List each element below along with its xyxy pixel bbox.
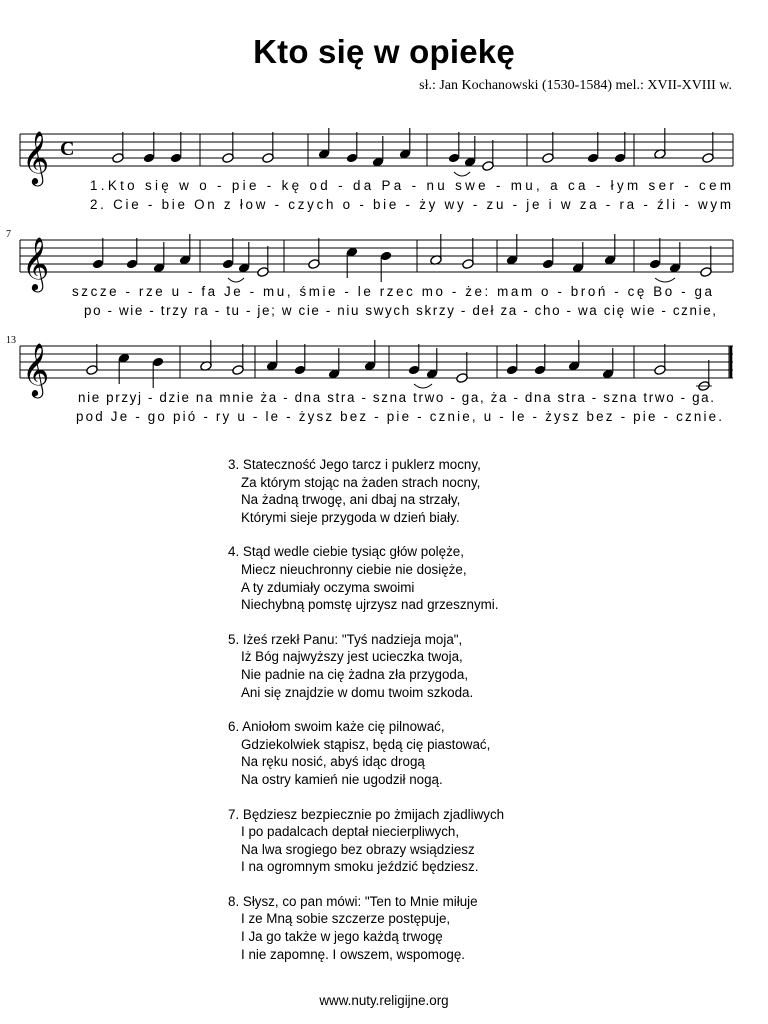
verse-4 bbox=[228, 543, 504, 613]
verse-5 bbox=[228, 631, 504, 701]
verse-line: I Ja go także w jego każdą trwogę bbox=[241, 929, 443, 945]
measure-number: 13 bbox=[6, 335, 16, 346]
verse-line: Za którym stojąc na żaden strach nocny, bbox=[241, 474, 481, 490]
lyrics-line: po - wie - trzy ra - tu - je; w cie - niu swych skrzy - deł za - cho - wa cię wie - cznie, bbox=[84, 303, 717, 318]
staff-system-3 bbox=[6, 335, 733, 398]
measure-number: 7 bbox=[6, 229, 11, 240]
verse-6 bbox=[228, 718, 504, 788]
verse-line: 3. Stateczność Jego tarcz i puklerz mocny, bbox=[228, 457, 481, 472]
verse-line: Miecz nieuchronny ciebie nie dosięże, bbox=[241, 561, 467, 577]
verse-line: 6. Aniołom swoim każe cię pilnować, bbox=[228, 719, 445, 735]
lyrics-line: 2. Cie - bie On z łow - czych o - bie - ży wy - zu - je i w za - ra - źli - wym bbox=[90, 197, 731, 212]
verse-line: I po padalcach deptał niecierpliwych, bbox=[241, 824, 460, 840]
credits: sł.: Jan Kochanowski (1530-1584) mel.: XVII-XVIII w. bbox=[419, 78, 732, 93]
verse-line: Na lwa srogiego bez obrazy wsiądziesz bbox=[241, 841, 475, 857]
slur bbox=[414, 384, 432, 388]
verse-line: I na ogromnym smoku jeździć będziesz. bbox=[241, 859, 479, 875]
verse-line: Nie padnie na cię żadna zła przygoda, bbox=[241, 666, 469, 682]
staff-systems bbox=[6, 128, 733, 398]
page-title: Kto się w opiekę bbox=[253, 33, 515, 70]
verse-line: A ty zdumiały oczyma swoimi bbox=[241, 579, 415, 595]
verse-line: Na ręku nosić, abyś idąc drogą bbox=[241, 754, 425, 770]
verse-line: Na ostry kamień nie ugodził nogą. bbox=[241, 771, 443, 787]
verse-8 bbox=[228, 893, 504, 963]
slur bbox=[228, 278, 244, 282]
verse-line: Niechybną pomstę ujrzysz nad grzesznymi. bbox=[241, 597, 499, 613]
lyrics-line: 1.Kto się w o - pie - kę od - da Pa - nu swe - mu, a ca - łym ser - cem bbox=[90, 178, 731, 193]
lyrics-lines bbox=[72, 178, 731, 424]
verse-line: 4. Stąd wedle ciebie tysiąc głów polęże, bbox=[228, 544, 464, 560]
verse-line: Na żadną trwogę, ani dbaj na strzały, bbox=[241, 492, 461, 508]
verse-3 bbox=[228, 456, 504, 526]
treble-clef-icon: 𝄞 bbox=[22, 130, 50, 184]
time-signature: C bbox=[60, 138, 75, 160]
slur bbox=[454, 172, 470, 176]
verse-line: Ani się znajdzie w domu twoim szkoda. bbox=[241, 684, 474, 700]
verse-line: 8. Słysz, co pan mówi: "Ten to Mnie miłuje bbox=[228, 893, 478, 909]
lyrics-line: szcze - rze u - fa Je - mu, śmie - le rzec mo - że: mam o - broń - cę Bo - ga bbox=[72, 284, 712, 299]
verses bbox=[228, 456, 504, 980]
treble-clef-icon: 𝄞 bbox=[22, 236, 50, 290]
verse-line: 5. Iżeś rzekł Panu: "Tyś nadzieja moja", bbox=[228, 631, 463, 647]
treble-clef-icon: 𝄞 bbox=[22, 342, 50, 396]
verse-line: Iż Bóg najwyższy jest ucieczka twoja, bbox=[241, 649, 463, 665]
music-score bbox=[0, 0, 768, 440]
verse-7 bbox=[228, 806, 504, 876]
verse-line: I ze Mną sobie szczerze postępuje, bbox=[241, 911, 451, 927]
slur bbox=[655, 278, 675, 282]
footer-url[interactable]: www.nuty.religijne.org bbox=[319, 993, 449, 1008]
verse-line: 7. Będziesz bezpiecznie po żmijach zjadliwych bbox=[228, 806, 505, 822]
verse-line: Którymi sieje przygoda w dzień biały. bbox=[241, 509, 460, 525]
lyrics-line: pod Je - go pió - ry u - le - żysz bez - pie - cznie, u - le - żysz bez - pie - cznie. bbox=[76, 409, 722, 424]
staff-system-2 bbox=[6, 229, 733, 292]
verse-line: I nie zapomnę. I owszem, wspomogę. bbox=[241, 946, 466, 962]
verse-line: Gdziekolwiek stąpisz, będą cię piastować, bbox=[241, 736, 491, 752]
lyrics-line: nie przyj - dzie na mnie ża - dna stra - szna trwo - ga, ża - dna stra - szna trwo - ga. bbox=[78, 390, 714, 405]
